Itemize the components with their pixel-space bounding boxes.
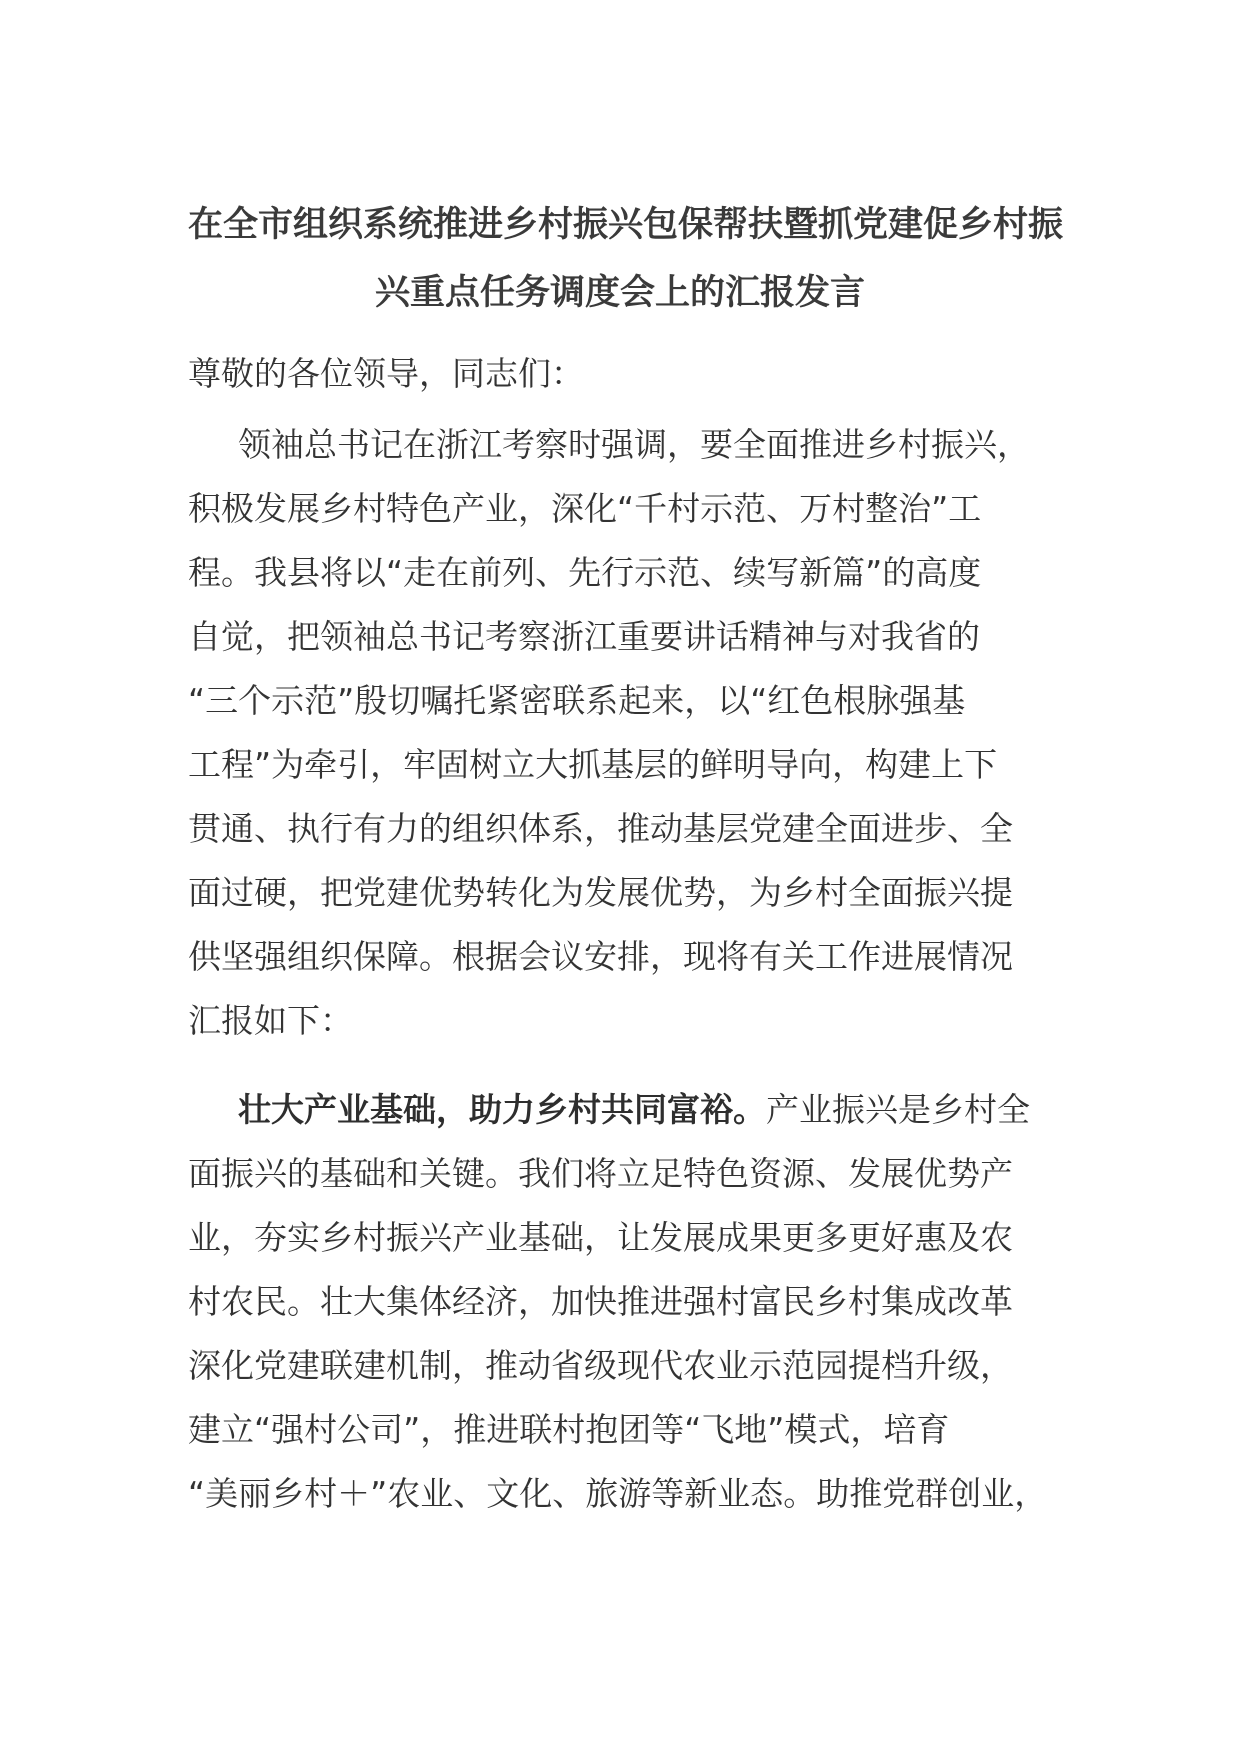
- paragraph-1-line: 积极发展乡村特色产业，深化“千村示范、万村整治”工: [188, 489, 982, 528]
- document-title-line-1: 在全市组织系统推进乡村振兴包保帮扶暨抓党建促乡村振: [188, 205, 1064, 245]
- paragraph-1-line: 汇报如下：: [188, 1001, 353, 1040]
- paragraph-2-heading: 壮大产业基础，助力乡村共同富裕。: [238, 1090, 766, 1129]
- paragraph-2-first-line: [238, 1090, 1030, 1130]
- paragraph-1-line: “三个示范”殷切嘱托紧密联系起来，以“红色根脉强基: [188, 681, 966, 720]
- paragraph-1-line: 程。我县将以“走在前列、先行示范、续写新篇”的高度: [188, 553, 982, 592]
- paragraph-1-line: 工程”为牵引，牢固树立大抓基层的鲜明导向，构建上下: [188, 745, 998, 784]
- paragraph-1-line: 自觉，把领袖总书记考察浙江重要讲话精神与对我省的: [188, 617, 980, 656]
- paragraph-1-line: 领袖总书记在浙江考察时强调，要全面推进乡村振兴，: [205, 425, 1030, 464]
- salutation: 尊敬的各位领导，同志们：: [188, 354, 584, 393]
- document-title-line-2: 兴重点任务调度会上的汇报发言: [374, 273, 865, 313]
- paragraph-2-line: “美丽乡村＋”农业、文化、旅游等新业态。助推党群创业，: [188, 1474, 1048, 1513]
- paragraph-1-line: 贯通、执行有力的组织体系，推动基层党建全面进步、全: [188, 809, 1013, 848]
- paragraph-2-line: 村农民。壮大集体经济，加快推进强村富民乡村集成改革: [188, 1282, 1013, 1321]
- paragraph-1-line: 面过硬，把党建优势转化为发展优势，为乡村全面振兴提: [188, 873, 1013, 912]
- paragraph-1-line: 供坚强组织保障。根据会议安排，现将有关工作进展情况: [188, 937, 1013, 976]
- paragraph-2-line: 深化党建联建机制，推动省级现代农业示范园提档升级，: [188, 1346, 1013, 1385]
- paragraph-2-line: 面振兴的基础和关键。我们将立足特色资源、发展优势产: [188, 1154, 1013, 1193]
- paragraph-2-line: 建立“强村公司”，推进联村抱团等“飞地”模式，培育: [188, 1410, 950, 1449]
- paragraph-2-line: 业，夯实乡村振兴产业基础，让发展成果更多更好惠及农: [188, 1218, 1013, 1257]
- paragraph-2-first-line-text: 产业振兴是乡村全: [766, 1090, 1030, 1129]
